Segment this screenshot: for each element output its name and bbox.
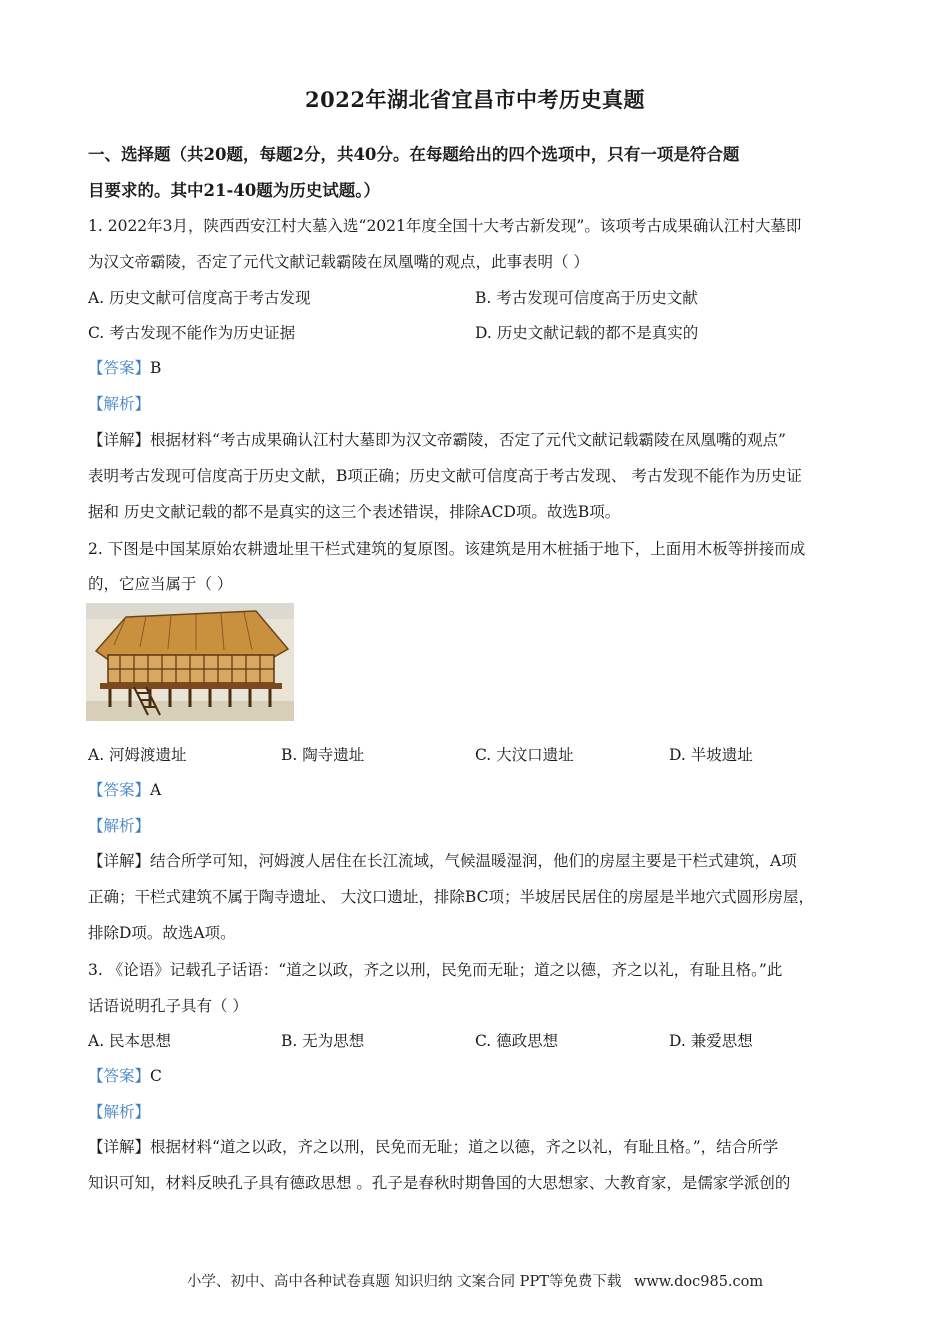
detail-tag: 【详解】 [88, 1138, 151, 1156]
q1-option-a: A. 历史文献可信度高于考古发现 [88, 289, 311, 307]
q2-detail-line-3: 排除D项。故选A项。 [88, 924, 236, 942]
answer-tag: 【答案】 [88, 781, 151, 799]
analysis-tag: 【解析】 [88, 817, 151, 835]
q1-option-b: B. 考古发现可信度高于历史文献 [475, 289, 698, 307]
q1-detail-text: 根据材料“考古成果确认江村大墓即为汉文帝霸陵，否定了元代文献记载霸陵在凤凰嘴的观点” [150, 431, 786, 449]
q2-stem-line-2: 的，它应当属于（ ） [88, 575, 233, 593]
answer-tag: 【答案】 [88, 359, 151, 377]
q1-analysis [88, 392, 150, 414]
section-heading-line-1: 一、选择题（共20题，每题2分，共40分。在每题给出的四个选项中，只有一项是符合题 [88, 145, 740, 164]
q3-option-a: A. 民本思想 [88, 1032, 172, 1050]
q2-answer-value: A [150, 781, 162, 799]
q2-detail-line-1 [88, 849, 797, 871]
q2-option-a: A. 河姆渡遗址 [88, 746, 187, 764]
q3-detail-line-2: 知识可知，材料反映孔子具有德政思想 。孔子是春秋时期鲁国的大思想家、大教育家，是儒家学派创的 [88, 1174, 791, 1192]
detail-tag: 【详解】 [88, 852, 151, 870]
q1-stem-line-2: 为汉文帝霸陵，否定了元代文献记载霸陵在凤凰嘴的观点，此事表明（ ） [88, 253, 589, 271]
q3-option-c: C. 德政思想 [475, 1032, 559, 1050]
q1-detail-line-1 [88, 428, 786, 450]
section-heading-line-2: 目要求的。其中21-40题为历史试题。） [88, 181, 381, 200]
footer-text: 小学、初中、高中各种试卷真题 知识归纳 文案合同 PPT等免费下载 [186, 1274, 622, 1290]
q1-detail-line-3: 据和 历史文献记载的都不是真实的这三个表述错误，排除ACD项。故选B项。 [88, 503, 621, 521]
q2-answer [88, 778, 161, 800]
q1-answer [88, 356, 161, 378]
q1-answer-value: B [150, 359, 162, 377]
q3-answer-value: C [150, 1067, 162, 1085]
analysis-tag: 【解析】 [88, 1103, 151, 1121]
q3-option-b: B. 无为思想 [281, 1032, 365, 1050]
q3-option-d: D. 兼爱思想 [669, 1032, 753, 1050]
q3-detail-line-1 [88, 1135, 778, 1157]
q1-detail-line-2: 表明考古发现可信度高于历史文献，B项正确；历史文献可信度高于考古发现、 考古发现不能作为历史证 [88, 467, 802, 485]
page-footer [0, 1270, 950, 1291]
page-title: 2022年湖北省宜昌市中考历史真题 [305, 87, 645, 112]
q2-stem-line-1: 2. 下图是中国某原始农耕遗址里干栏式建筑的复原图。该建筑是用木桩插于地下，上面用木板等拼接而成 [88, 540, 806, 558]
q2-option-c: C. 大汶口遗址 [475, 746, 574, 764]
q1-option-d: D. 历史文献记载的都不是真实的 [475, 324, 699, 342]
q1-stem-line-1: 1. 2022年3月，陕西西安江村大墓入选“2021年度全国十大考古新发现”。该项考古成果确认江村大墓即 [88, 217, 802, 235]
q3-analysis [88, 1100, 150, 1122]
answer-tag: 【答案】 [88, 1067, 151, 1085]
q2-detail-line-2: 正确；干栏式建筑不属于陶寺遗址、 大汶口遗址，排除BC项；半坡居民居住的房屋是半地穴式圆形房屋， [88, 888, 814, 906]
q2-detail-text: 结合所学可知，河姆渡人居住在长江流域，气候温暖湿润，他们的房屋主要是干栏式建筑，A项 [150, 852, 797, 870]
stilt-house-illustration [86, 603, 294, 721]
analysis-tag: 【解析】 [88, 395, 151, 413]
footer-link[interactable]: www.doc985.com [633, 1274, 764, 1290]
q3-detail-text: 根据材料“道之以政，齐之以刑，民免而无耻；道之以德，齐之以礼，有耻且格。”，结合所学 [150, 1138, 779, 1156]
q3-stem-line-2: 话语说明孔子具有（ ） [88, 997, 248, 1015]
q1-option-c: C. 考古发现不能作为历史证据 [88, 324, 296, 342]
q2-analysis [88, 814, 150, 836]
q3-stem-line-1: 3. 《论语》记载孔子话语：“道之以政，齐之以刑，民免而无耻；道之以德，齐之以礼，有耻且格。”此 [88, 961, 783, 979]
detail-tag: 【详解】 [88, 431, 151, 449]
q2-option-d: D. 半坡遗址 [669, 746, 753, 764]
q3-answer [88, 1064, 162, 1086]
q2-option-b: B. 陶寺遗址 [281, 746, 365, 764]
